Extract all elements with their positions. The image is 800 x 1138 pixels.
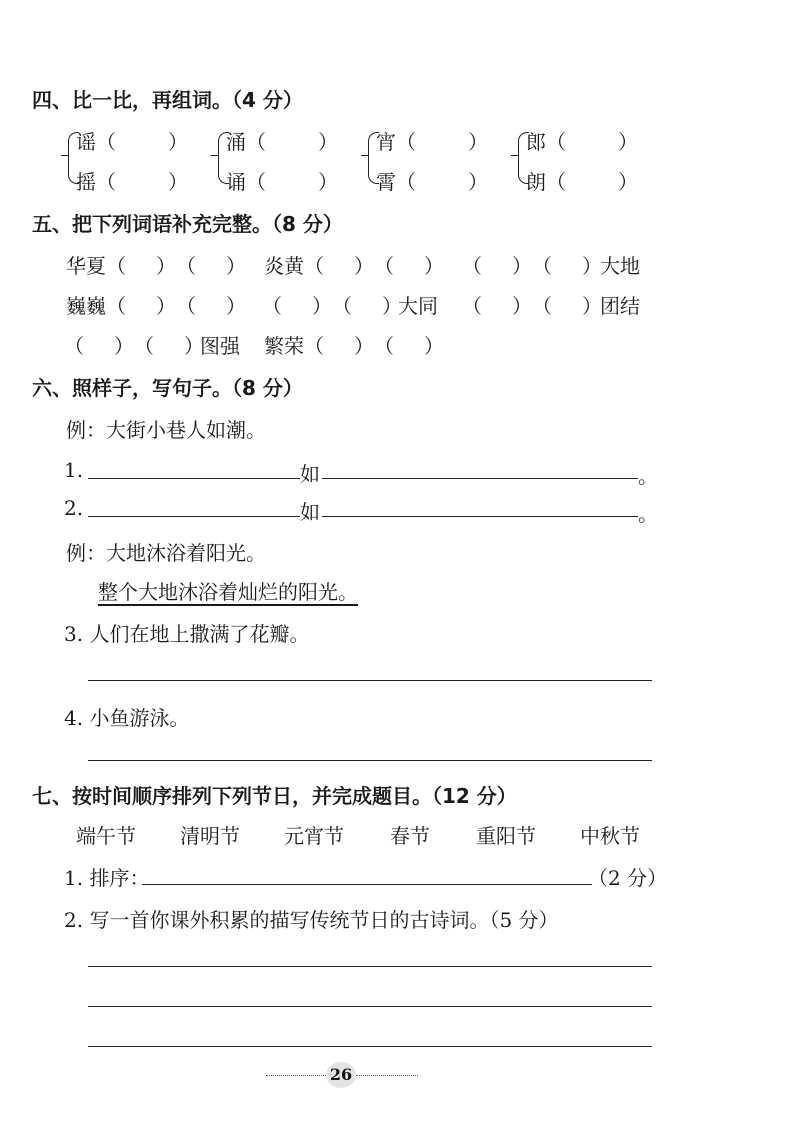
- char: 郎: [526, 130, 546, 154]
- char: 宵: [376, 130, 396, 154]
- char: 诵: [226, 170, 246, 194]
- poem-answer-line[interactable]: [88, 966, 652, 967]
- poem-answer-line[interactable]: [88, 1006, 652, 1007]
- word-stem: 大同: [398, 294, 438, 318]
- item-3: 3. 人们在地上撒满了花瓣。: [64, 622, 310, 646]
- festival: 端午节: [76, 824, 136, 848]
- section-5-title: 五、把下列词语补充完整。（8 分）: [32, 212, 343, 236]
- char: 谣: [76, 130, 96, 154]
- answer-line[interactable]: [88, 680, 652, 681]
- festival: 重阳节: [476, 824, 536, 848]
- festival: 清明节: [180, 824, 240, 848]
- ru-char: 如: [300, 462, 320, 486]
- page-number: 26: [326, 1062, 356, 1088]
- section-6-title: 六、照样子，写句子。（8 分）: [32, 376, 303, 400]
- char: 朗: [526, 170, 546, 194]
- answer-line[interactable]: [322, 516, 638, 517]
- word-stem: 华夏: [66, 254, 106, 278]
- footer-dots-right: [356, 1075, 418, 1076]
- char: 摇: [76, 170, 96, 194]
- section-7-title: 七、按时间顺序排列下列节日，并完成题目。（12 分）: [32, 784, 517, 808]
- word-stem: 繁荣: [264, 334, 304, 358]
- festival: 元宵节: [284, 824, 344, 848]
- word-stem: 团结: [600, 294, 640, 318]
- answer-line[interactable]: [88, 478, 300, 479]
- sort-answer-line[interactable]: [142, 884, 592, 885]
- ru-char: 如: [300, 500, 320, 524]
- item-1-number: 1.: [64, 458, 84, 482]
- answer-line[interactable]: [88, 760, 652, 761]
- example-1: 例：大街小巷人如潮。: [66, 418, 266, 442]
- word-stem: 炎黄: [264, 254, 304, 278]
- char: 涌: [226, 130, 246, 154]
- word-stem: 巍巍: [66, 294, 106, 318]
- item-4: 4. 小鱼游泳。: [64, 706, 190, 730]
- example-2-answer: 整个大地沐浴着灿烂的阳光。: [98, 580, 358, 604]
- answer-line[interactable]: [322, 478, 638, 479]
- answer-line[interactable]: [88, 516, 300, 517]
- festival: 中秋节: [580, 824, 640, 848]
- poem-answer-line[interactable]: [88, 1046, 652, 1047]
- q1-label: 1. 排序：: [64, 866, 150, 890]
- festival: 春节: [390, 824, 430, 848]
- q2-prompt: 2. 写一首你课外积累的描写传统节日的古诗词。（5 分）: [64, 908, 559, 932]
- word-stem: 图强: [200, 334, 240, 358]
- footer-dots-left: [266, 1075, 328, 1076]
- item-2-number: 2.: [64, 496, 84, 520]
- word-stem: 大地: [600, 254, 640, 278]
- section-4-title: 四、比一比，再组词。（4 分）: [32, 88, 303, 112]
- q1-score: （2 分）: [588, 866, 668, 890]
- example-2: 例：大地沐浴着阳光。: [66, 541, 266, 565]
- char: 霄: [376, 170, 396, 194]
